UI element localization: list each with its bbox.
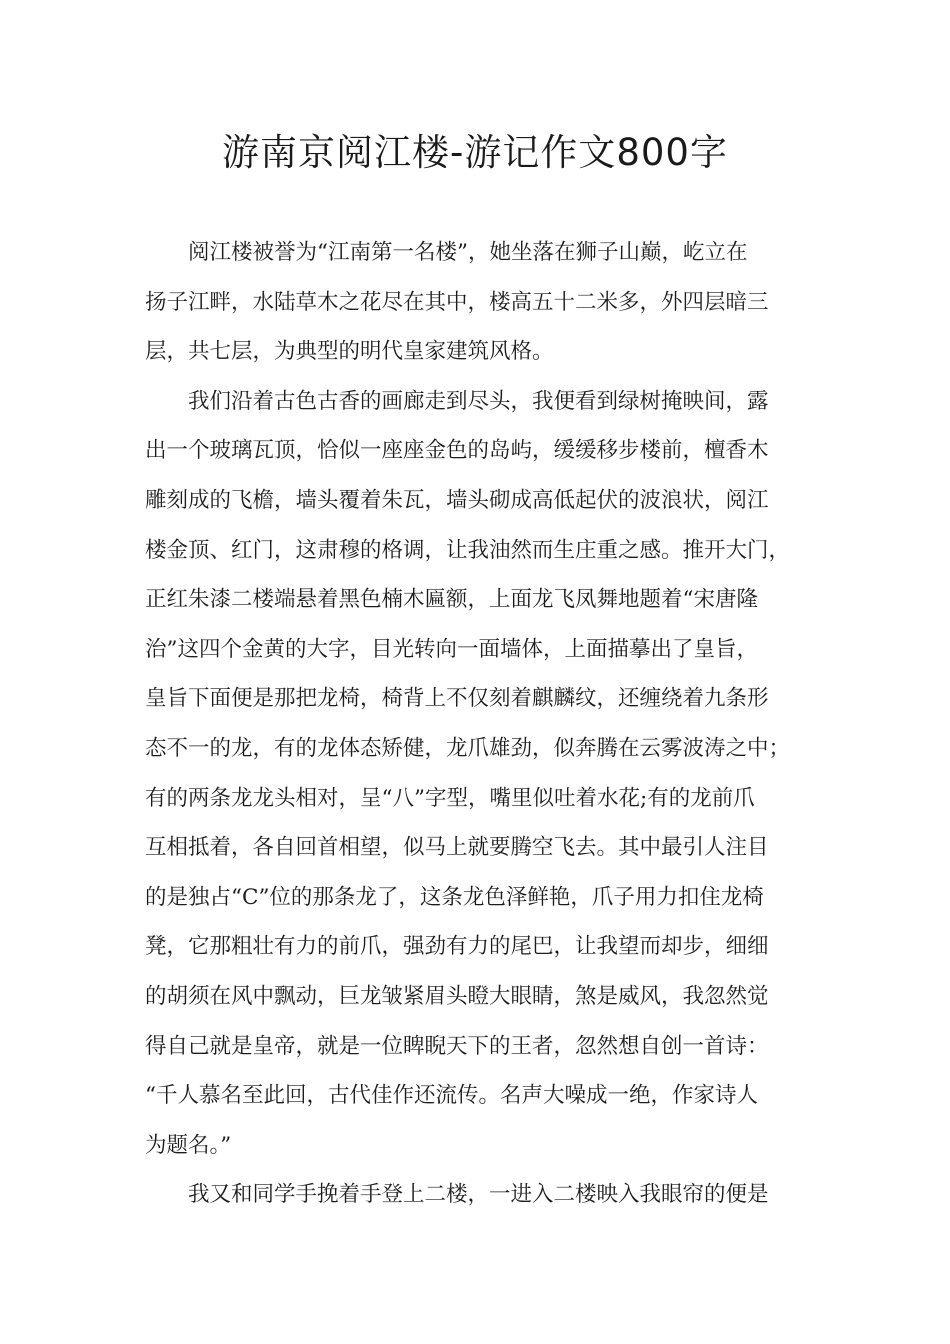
- text-line: 为题名。”: [145, 1132, 232, 1158]
- document-title: 游南京阅江楼-游记作文800字: [222, 131, 728, 174]
- paragraph-1: [145, 228, 827, 377]
- text-line: 扬子江畔，水陆草木之花尽在其中，楼高五十二米多，外四层暗三: [145, 289, 769, 315]
- text-line: 的胡须在风中飘动，巨龙皱紧眉头瞪大眼睛，煞是威风，我忽然觉: [145, 983, 769, 1009]
- paragraph-3: [145, 1170, 827, 1220]
- text-line: 我又和同学手挽着手登上二楼，一进入二楼映入我眼帘的便是: [188, 1182, 769, 1208]
- text-line: 层，共七层，为典型的明代皇家建筑风格。: [145, 339, 554, 365]
- text-line: 治”这四个金黄的大字，目光转向一面墙体，上面描摹出了皇旨，: [145, 636, 758, 662]
- text-line: 态不一的龙，有的龙体态矫健，龙爪雄劲，似奔腾在云雾波涛之中；: [145, 735, 791, 761]
- text-line: 的是独占“C”位的那条龙了，这条龙色泽鲜艳，爪子用力扣住龙椅: [145, 884, 764, 910]
- text-line: 雕刻成的飞檐，墙头覆着朱瓦，墙头砌成高低起伏的波浪状，阅江: [145, 487, 769, 513]
- text-line: 有的两条龙龙头相对，呈“八”字型，嘴里似吐着水花;有的龙前爪: [145, 785, 755, 811]
- text-line: 皇旨下面便是那把龙椅，椅背上不仅刻着麒麟纹，还缠绕着九条形: [145, 686, 769, 712]
- text-line: 阅江楼被誉为“江南第一名楼”，她坐落在狮子山巅，屹立在: [188, 240, 748, 265]
- text-line: 出一个玻璃瓦顶，恰似一座座金色的岛屿，缓缓移步楼前，檀香木: [145, 438, 769, 464]
- text-line: 互相抵着，各自回首相望，似马上就要腾空飞去。其中最引人注目: [145, 835, 769, 861]
- text-line: “千人慕名至此回，古代佳作还流传。名声大噪成一绝，作家诗人: [145, 1083, 758, 1109]
- text-line: 凳，它那粗壮有力的前爪，强劲有力的尾巴，让我望而却步，细细: [145, 934, 769, 960]
- text-line: 我们沿着古色古香的画廊走到尽头，我便看到绿树掩映间，露: [188, 388, 769, 414]
- text-line: 正红朱漆二楼端悬着黑色楠木匾额，上面龙飞凤舞地题着“宋唐隆: [145, 587, 758, 613]
- paragraph-2: [145, 377, 827, 1171]
- document-body: [145, 228, 827, 1220]
- text-line: 楼金顶、红门，这肃穆的格调，让我油然而生庄重之感。推开大门，: [145, 537, 791, 563]
- text-line: 得自己就是皇帝，就是一位睥睨天下的王者，忽然想自创一首诗：: [145, 1033, 769, 1059]
